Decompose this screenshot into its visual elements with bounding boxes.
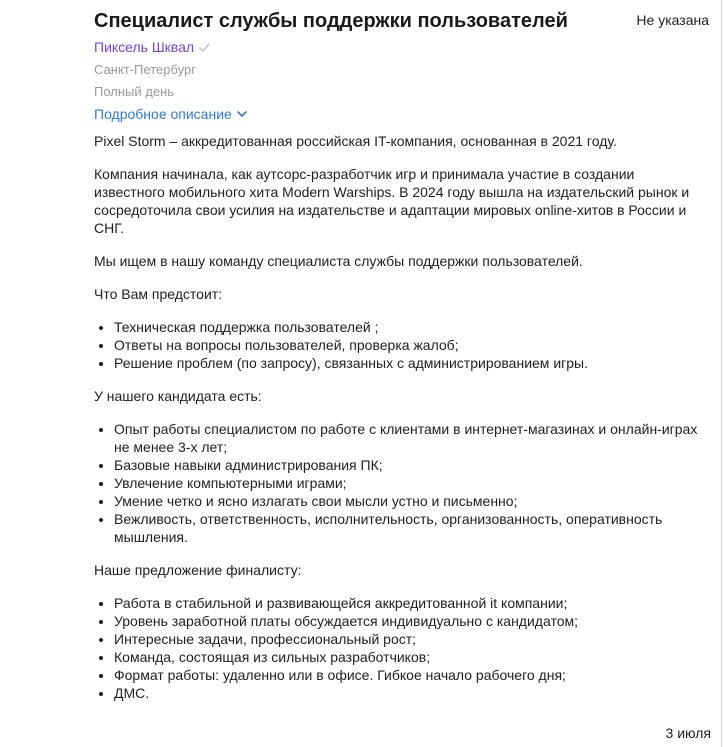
list-item: • Опыт работы специалистом по работе с клиентами в интернет-магазинах и онлайн-играх не менее 3-х лет; <box>114 420 709 456</box>
company-row <box>94 38 211 56</box>
list-item: • Увлечение компьютерными играми; <box>114 474 709 492</box>
salary-label: Не указана <box>636 12 709 28</box>
detailed-description-toggle[interactable] <box>94 106 247 122</box>
verified-check-icon <box>198 41 211 54</box>
offer-list <box>94 594 709 702</box>
vacancy-description <box>94 132 709 717</box>
detailed-description-label: Подробное описание <box>94 106 232 122</box>
offer-heading: Наше предложение финалисту: <box>94 562 302 578</box>
requirements-heading: У нашего кандидата есть: <box>94 388 262 404</box>
list-item: • Базовые навыки администрирования ПК; <box>114 456 709 474</box>
duties-heading: Что Вам предстоит: <box>94 286 223 302</box>
company-link[interactable]: Пиксель Шквал <box>94 39 195 55</box>
chevron-down-icon <box>237 110 247 118</box>
list-item: • Решение проблем (по запросу), связанных с администрированием игры. <box>114 354 709 372</box>
list-item: • Умение четко и ясно излагать свои мысли устно и письменно; <box>114 492 709 510</box>
requirements-list <box>94 420 709 546</box>
list-item: • Интересные задачи, профессиональный рост; <box>114 630 709 648</box>
vacancy-title[interactable]: Специалист службы поддержки пользователей <box>94 10 568 32</box>
city-label: Санкт-Петербург <box>94 62 196 77</box>
publish-date: 3 июля <box>665 725 711 741</box>
list-item: • Техническая поддержка пользователей ; <box>114 318 709 336</box>
list-item: • Вежливость, ответственность, исполнительность, организованность, оперативность мышления. <box>114 510 709 546</box>
description-history: Компания начинала, как аутсорс-разработчик игр и принимала участие в создании известного мобильного хита Modern Warships. В 2024 году вышла на издательский рынок и сосредоточила свои усилия на издательстве и адаптации мировых online-хитов в России и СНГ. <box>94 166 690 236</box>
description-intro: Pixel Storm – аккредитованная российская IT-компания, основанная в 2021 году. <box>94 133 617 149</box>
list-item: • Уровень заработной платы обсуждается индивидуально с кандидатом; <box>114 612 709 630</box>
description-search: Мы ищем в нашу команду специалиста службы поддержки пользователей. <box>94 253 583 269</box>
duties-list <box>94 318 709 372</box>
list-item: • Команда, состоящая из сильных разработчиков; <box>114 648 709 666</box>
list-item: • Ответы на вопросы пользователей, проверка жалоб; <box>114 336 709 354</box>
list-item: • Формат работы: удаленно или в офисе. Гибкое начало рабочего дня; <box>114 666 709 684</box>
list-item: • ДМС. <box>114 684 709 702</box>
schedule-label: Полный день <box>94 84 175 99</box>
list-item: • Работа в стабильной и развивающейся аккредитованной it компании; <box>114 594 709 612</box>
